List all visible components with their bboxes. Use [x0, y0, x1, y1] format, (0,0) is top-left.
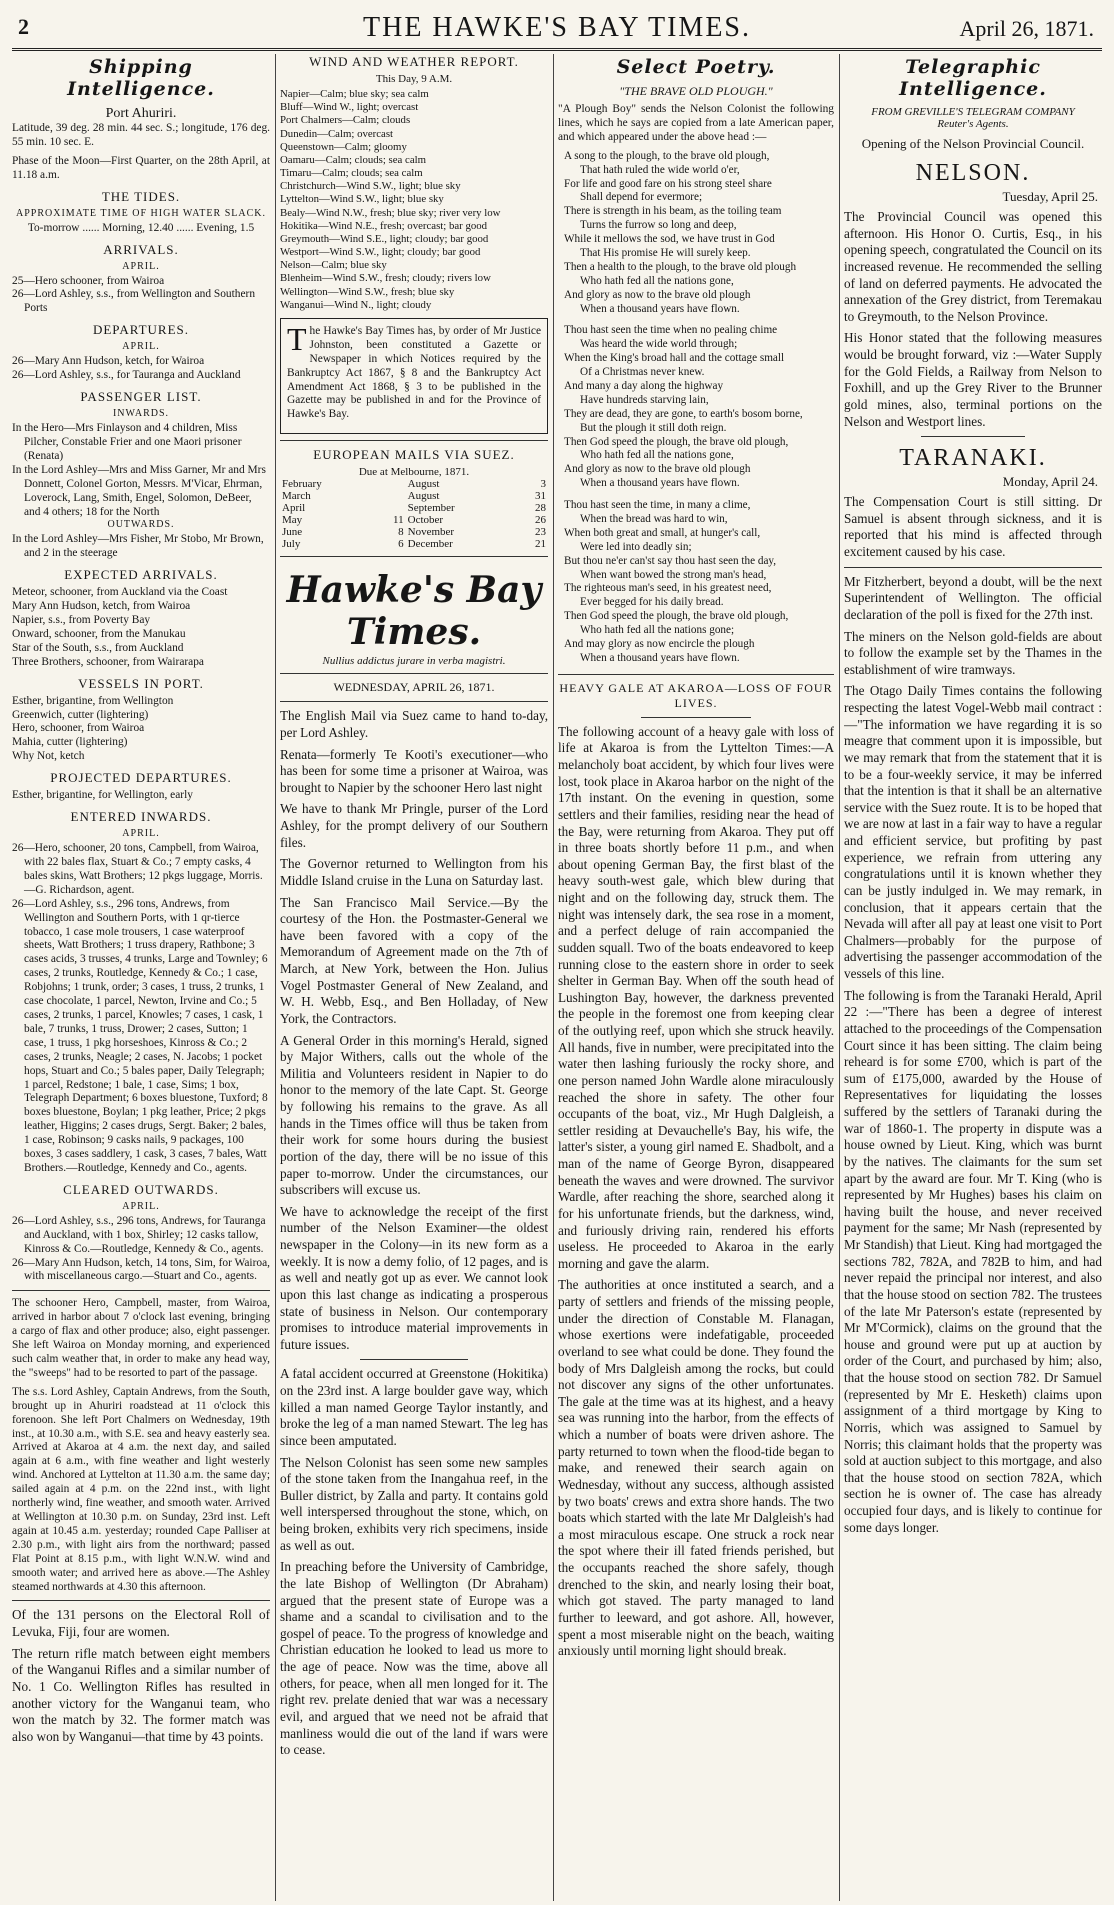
poem-line: Then a health to the plough, to the brave old plough	[564, 260, 797, 273]
list-item: 25—Hero schooner, from Wairoa	[12, 274, 165, 287]
editorial-paragraph: The San Francisco Mail Service.—By the courtesy of the Hon. the Postmaster-General we have been favored with a copy of the Memorandum of Agreement made on the 7th of March, at New York, between the Hon. Julius Vogel Postmaster General of New Zealand, and W. H. Webb, Esq., and Ben Holladay, of New York, the Contractors.	[280, 894, 548, 1026]
divider	[12, 1600, 270, 1601]
divider	[280, 673, 548, 674]
latlong: Latitude, 39 deg. 28 min. 44 sec. S.; longitude, 176 deg. 55 min. 10 sec. E.	[12, 122, 270, 148]
nelson-dateline: Tuesday, April 25.	[1002, 189, 1098, 204]
cleared-month: APRIL.	[122, 1200, 160, 1212]
column-divider	[839, 54, 840, 1901]
list-item: Hero, schooner, from Wairoa	[12, 722, 145, 735]
news-paragraph: The miners on the Nelson gold-fields are about to follow the example set by the Thames in the establishment of wire tramways.	[844, 628, 1102, 677]
weather-line: Blenheim—Wind S.W., fresh; cloudy; rivers low	[280, 272, 491, 285]
poem-line: When the bread was hard to win,	[580, 512, 728, 525]
divider	[844, 567, 1102, 568]
table-cell: August	[407, 478, 440, 491]
list-item: Why Not, ketch	[12, 750, 85, 763]
divider	[280, 556, 548, 557]
list-item: Star of the South, s.s., from Auckland	[12, 641, 184, 654]
table-cell	[374, 502, 405, 514]
opening-headline: Opening of the Nelson Provincial Council.	[861, 136, 1085, 151]
table-row	[280, 526, 548, 538]
weather-line: Wellington—Wind S.W., fresh; blue sky	[280, 285, 455, 298]
poem-line: Have hundreds starving lain,	[580, 393, 709, 406]
poem-title: "THE BRAVE OLD PLOUGH."	[619, 84, 773, 98]
table-cell: November	[407, 526, 455, 539]
list-item: Three Brothers, schooner, from Wairarapa	[12, 655, 204, 668]
table-cell: 23	[535, 526, 546, 539]
table-row	[280, 478, 548, 490]
weather-line: Nelson—Calm; blue sky	[280, 259, 387, 272]
list-item: In the Lord Ashley—Mrs and Miss Garner, Mr and Mrs Donnett, Colonel Gorton, Messrs. M'Vicar, Ehrman, Loverock, Lang, Smith, Engel, Solomon, DeBeer, and 4 others; 18 for the North	[12, 463, 266, 518]
poem-line: Thou hast seen the time, in many a clime,	[564, 499, 751, 512]
nameplate: Hawke's Bay Times.	[286, 569, 542, 654]
weather-subheading: This Day, 9 A.M.	[375, 73, 453, 85]
nelson-heading: NELSON.	[915, 160, 1031, 186]
weather-line: Bluff—Wind W., light; overcast	[280, 101, 419, 114]
weather-line: Bealy—Wind N.W., fresh; blue sky; river very low	[280, 206, 501, 219]
poem-line: For life and good fare on his strong steel share	[564, 177, 772, 190]
table-cell: 31	[535, 490, 546, 503]
editorial-paragraph: The English Mail via Suez came to hand to-day, per Lord Ashley.	[280, 708, 548, 740]
poem-line: Who hath fed all the nations gone,	[580, 274, 734, 287]
telegraphic-heading: Telegraphic Intelligence.	[899, 56, 1047, 100]
table-cell: 8	[398, 526, 404, 539]
telegram-agents: Reuter's Agents.	[937, 118, 1009, 130]
poem-line: That hath ruled the wide world o'er,	[580, 163, 740, 176]
poem-line: And may glory as now encircle the plough	[564, 638, 755, 650]
list-item: Mahia, cutter (lightering)	[12, 736, 128, 749]
list-item: 26—Hero, schooner, 20 tons, Campbell, from Wairoa, with 22 bales flax, Stuart & Co.; 7 empty casks, 4 bales skins, Watt Brothers; 12 pkgs luggage, Morris.—G. Richardson, agent.	[12, 842, 263, 896]
editorial-paragraph: In preaching before the University of Cambridge, the late Bishop of Wellington (Dr Abraham) argued that the present state of Europe was a shame and a scandal to civilisation and to the gospel of peace. To the progress of knowledge and Christian education he looked to lead us more to the age of peace. Now was the time, above all others, for peace, when all men longed for it. The right rev. prelate denied that war was a necessary evil, and argued that we need not be afraid that manliness would die out of the land if wars were to cease.	[280, 1559, 548, 1758]
port-name: Port Ahuriri.	[105, 106, 177, 121]
editorial-paragraph: The Nelson Colonist has seen some new samples of the stone taken from the Inangahua reef, in the Buller district, by Zalla and party. It contains gold well interspersed throughout the stone, which, on being broken, exhibits very rich specimens, inside as well as out.	[280, 1454, 548, 1553]
weather-line: Oamaru—Calm; clouds; sea calm	[280, 153, 427, 166]
poem-stanza	[564, 324, 834, 491]
passenger-list-heading: PASSENGER LIST.	[80, 389, 202, 405]
departures-month: APRIL.	[122, 341, 160, 353]
table-cell	[374, 478, 405, 490]
poem-line: Were led into deadly sin;	[580, 540, 692, 553]
list-item: Greenwich, cutter (lightering)	[12, 708, 149, 721]
list-item: 26—Mary Ann Hudson, ketch, for Wairoa	[12, 355, 205, 368]
divider	[360, 1359, 467, 1360]
poem-line: And glory as now to the brave old plough	[564, 288, 751, 301]
table-cell: February	[282, 478, 322, 491]
poem-line: Ever begged for his daily bread.	[580, 596, 724, 609]
list-item: Esther, brigantine, for Wellington, early	[12, 789, 193, 802]
editorial-paragraph: A fatal accident occurred at Greenstone (Hokitika) on the 23rd inst. A large boulder gave way, which killed a man named George Taylor instantly, and broke the leg of a man named Stewart. The leg has since been amputated.	[280, 1366, 548, 1448]
weather-line: Napier—Calm; blue sky; sea calm	[280, 88, 429, 100]
columns	[12, 54, 1102, 1901]
article-lord-ashley: The s.s. Lord Ashley, Captain Andrews, from the South, brought up in Ahuriri roadstead at 11 o'clock this forenoon. She left Port Chalmers on Wednesday, 19th inst., at 10.30 a.m., with S.E. sea and heavy easterly sea. Arrived at Akaroa at 4 a.m. the next day, and sailed again at 6 a.m., with fine weather and light westerly wind. Anchored at Lyttelton at 11.30 a.m. the same day; sailed again at 4 p.m. on the 22nd inst., with light northerly wind, fine weather, and smooth water. Arrived at Wellington at 10.30 p.m. on Sunday, 23rd inst. Left again at 10.45 a.m. yesterday; rounded Cape Palliser at 2.30 p.m., with light airs from the northward; passed Flat Point at 8.15 p.m., with light W.N.W. wind and smooth water; and arrived here as above.—The Ashley steamed northwards at 4.30 this afternoon.	[12, 1385, 270, 1593]
poem-line: When want bowed the strong man's head,	[580, 568, 767, 581]
table-cell: July	[282, 538, 301, 551]
list-item: Meteor, schooner, from Auckland via the Coast	[12, 586, 228, 599]
table-row	[280, 502, 548, 514]
weather-line: Timaru—Calm; clouds; sea calm	[280, 167, 423, 180]
table-row	[280, 538, 548, 550]
entered-month: APRIL.	[122, 828, 160, 840]
editorial-paragraph: A General Order in this morning's Herald, signed by Major Withers, calls out the whole of the Militia and Volunteers resident in Napier to do honor to the memory of the late Capt. St. George by following his remains to the grave. As all hands in the Times office will thus be taken from their work for some hours during the busiest portion of the day, there will be no issue of this paper to-morrow. Under the circumstances, our subscribers will excuse us.	[280, 1032, 548, 1198]
list-item: In the Hero—Mrs Finlayson and 4 children, Miss Pilcher, Constable Frier and one Maori prisoner (Renata)	[12, 422, 242, 462]
outwards-heading: OUTWARDS.	[107, 519, 175, 531]
divider	[641, 717, 751, 718]
taranaki-heading: TARANAKI.	[899, 445, 1047, 472]
article-hero: The schooner Hero, Campbell, master, from Wairoa, arrived in harbor about 7 o'clock last evening, bringing a cargo of flax and other produce; also, eight passenger. She left Wairoa on Monday morning, and experienced such calm weather that, in order to make any head way, the "sweeps" had to be resorted to part of the passage.	[12, 1297, 270, 1379]
moon-phase: Phase of the Moon—First Quarter, on the 28th April, at 11.18 a.m.	[12, 154, 270, 181]
poem-line: But the plough it still doth reign.	[580, 421, 727, 434]
list-item: In the Lord Ashley—Mrs Fisher, Mr Stobo, Mr Brown, and 2 in the steerage	[12, 533, 264, 560]
arrivals-month: APRIL.	[122, 260, 160, 272]
table-cell: March	[282, 490, 311, 503]
editorial-paragraph: Renata—formerly Te Kooti's executioner—who has been for some time a prisoner at Wairoa, was brought to Napier by the schooner Hero last night	[280, 746, 548, 795]
taranaki-paragraph: The Compensation Court is still sitting. Dr Samuel is absent through sickness, and it is reported that his mind is affected through excitement caused by his case.	[844, 494, 1102, 559]
projected-heading: PROJECTED DEPARTURES.	[50, 770, 232, 786]
table-cell: 6	[398, 538, 404, 551]
entered-heading: ENTERED INWARDS.	[70, 809, 212, 825]
table-cell: September	[407, 502, 455, 515]
editorial-paragraph: We have to thank Mr Pringle, purser of the Lord Ashley, for the prompt delivery of our Southern files.	[280, 801, 548, 850]
tides-heading: THE TIDES.	[101, 188, 181, 204]
table-row	[280, 514, 548, 526]
table-cell: August	[407, 490, 440, 503]
poem-stanza	[564, 499, 834, 666]
poem-line: Was heard the wide world through;	[580, 338, 738, 351]
poem-line: A song to the plough, to the brave old plough,	[564, 149, 770, 162]
table-cell: 21	[535, 538, 546, 551]
table-cell: October	[407, 514, 444, 527]
poem-line: Then God speed the plough, the brave old plough,	[564, 610, 789, 623]
tides-line: To-morrow ...... Morning, 12.40 ...... Evening, 1.5	[27, 221, 255, 234]
column-3	[558, 54, 834, 1901]
expected-heading: EXPECTED ARRIVALS.	[64, 567, 218, 583]
poem	[558, 150, 834, 666]
shipping-heading: Shipping Intelligence.	[67, 56, 215, 100]
edition-date: WEDNESDAY, APRIL 26, 1871.	[333, 680, 495, 695]
list-item: 26—Lord Ashley, s.s., 296 tons, Andrews, from Wellington and Southern Ports, with 1 qr-tierce tobacco, 1 case mole trousers, 1 case waterproof sheets, Watt Brothers; 1 truss drapery, Rathbone; 3 cases acids, 3 trusses, 4 trunks, Large and Townley; 6 cases, 2 trunks, Routledge, Kennedy & Co.; 1 case, Robjohns; 1 trunk, order; 3 cases, 1 truss, 2 trunks, 1 case chocolate, 1 parcel, Newton, Irvine and Co.; 5 cases, 2 trunks, 1 parcel, Knowles; 7 cases, 1 cask, 1 bale, 7 trunks, 1 truss, Drower; 2 cases, Sutton; 1 case, 1 truss, 1 pkg horseshoes, Kinross & Co.; 2 cases, 2 trunks, Neagle; 2 cases, N. Jacobs; 1 pocket hops, Stuart and Co.; 5 bales paper, Daily Telegraph; 1 parcel, Redstone; 1 bale, 1 case, Sims; 1 box, Telegraph Department; 6 boxes bluestone, Tuxford; 8 boxes bluestone, Boylan; 1 pkg leather, Price; 2 pkgs leather, Higgins; 2 cases drugs, Sergt. Baker; 2 bales, 1 case, Robinson; 9 casks nails, 9 packages, 100 boxes, 3 cases saddlery, 1 cask, 3 cases, 7 bales, Watt Brothers.—Routledge, Kennedy and Co., agents.	[12, 897, 268, 1174]
weather-line: Greymouth—Wind S.E., light; cloudy; bar good	[280, 232, 489, 245]
poem-line: There is strength in his beam, as the toiling team	[564, 205, 782, 218]
issue-date: April 26, 1871.	[959, 16, 1094, 41]
column-2	[280, 54, 548, 1901]
nelson-paragraph: The Provincial Council was opened this afternoon. His Honor O. Curtis, Esq., in his opening speech, congratulated the Council on its increased revenue. He recommended the selling of land on deferred payments. He advocated the annexation of the Grey district, from Teremakau to Greymouth, to the Nelson Province.	[844, 209, 1102, 324]
gale-heading: HEAVY GALE AT AKAROA—LOSS OF FOUR LIVES.	[559, 680, 833, 710]
weather-line: Wanganui—Wind N., light; cloudy	[280, 298, 432, 311]
table-cell: 28	[535, 502, 546, 515]
poem-line: They are dead, they are gone, to earth's bosom borne,	[564, 407, 803, 420]
nelson-paragraph: His Honor stated that the following measures would be brought forward, viz :—Water Supply for the Gold Fields, a Railway from Nelson to Foxhill, and up the Grey River to the Brunner gold mines, also, terminal portions on the Nelson and Westport lines.	[844, 330, 1102, 429]
vessels-heading: VESSELS IN PORT.	[78, 675, 204, 691]
list-item: Napier, s.s., from Poverty Bay	[12, 614, 151, 627]
weather-line: Dunedin—Calm; overcast	[280, 127, 394, 140]
table-row	[280, 490, 548, 502]
table-cell: 11	[393, 514, 404, 527]
arrivals-heading: ARRIVALS.	[103, 241, 179, 257]
weather-line: Port Chalmers—Calm; clouds	[280, 114, 411, 127]
weather-line: Westport—Wind S.W., light; cloudy; bar good	[280, 246, 481, 259]
editorial-paragraph: The Governor returned to Wellington from his Middle Island cruise in the Luna on Saturday last.	[280, 856, 548, 888]
poem-intro: "A Plough Boy" sends the Nelson Colonist the following lines, which he says are copied from a late American paper, and which appeared under the above head :—	[558, 103, 834, 143]
table-cell	[374, 490, 405, 502]
cleared-heading: CLEARED OUTWARDS.	[63, 1181, 219, 1197]
table-cell: June	[282, 526, 303, 539]
poem-line: When a thousand years have flown.	[580, 302, 740, 315]
poem-line: While it mellows the sod, we have trust in God	[564, 233, 775, 246]
divider	[12, 1290, 270, 1291]
column-divider	[275, 54, 276, 1901]
list-item: 26—Lord Ashley, s.s., from Wellington and Southern Ports	[12, 288, 256, 315]
weather-heading: WIND AND WEATHER REPORT.	[309, 54, 519, 69]
poem-line: And many a day along the highway	[564, 379, 724, 392]
gale-paragraph: The following account of a heavy gale with loss of life at Akaroa is from the Lyttelton Times:—A melancholy boat accident, by which four lives were lost, took place in Akaroa harbor on the night of the 17th instant. On the evening in question, some settlers and their families, residing near the head of the Bay, were returning from Akaroa. They put off in three boats shortly before 11 p.m., and when about opening German Bay, the first blast of the heavy south-west gale, which blew during that night and on the following day, struck them. The night was intensely dark, the sea rose in a moment, and a perfect deluge of rain accompanied the sudden squall. Two of the boats endeavored to keep running close to the eastern shore in order to seek shelter in German Bay. When off the south head of Lushington Bay, however, the darkness prevented the people in the foremost one from keeping clear of the outlying reef, upon which she struck heavily. All hands, five in number, were precipitated into the water then lashing furiously the rocky shore, and one person named John Wardle alone miraculously reached the shore in safety. The other four occupants of the boat, viz., Mr Hugh Dalgleish, a settler residing at Devauchelle's Bay, his wife, the latter's sister, a young girl named E. Shadbolt, and a man of the name of George Byron, disappeared beneath the waves and were drowned. The survivor Wardle, after reaching the shore, searched along it for his unfortunate friends, but the darkness, wind, and furiously driving rain, rendered his efforts useless. He proceeded to Akaroa in the early morning and gave the alarm.	[558, 723, 834, 1271]
motto: Nullius addictus jurare in verba magistri.	[322, 655, 506, 668]
table-cell: December	[407, 538, 453, 551]
poem-line: When the King's broad hall and the cottage small	[564, 352, 785, 365]
telegram-source: FROM GREVILLE'S TELEGRAM COMPANY	[871, 106, 1075, 118]
column-divider	[553, 54, 554, 1901]
poem-line: And glory as now to the brave old plough	[564, 463, 751, 476]
column-1	[12, 54, 270, 1901]
table-cell: May	[282, 514, 303, 527]
poem-line: When both great and small, at hunger's call,	[564, 526, 761, 539]
divider	[921, 436, 1024, 437]
taranaki-dateline: Monday, April 24.	[1002, 474, 1098, 490]
weather-line: Christchurch—Wind S.W., light; blue sky	[280, 180, 461, 193]
divider	[280, 440, 548, 441]
news-paragraph: Mr Fitzherbert, beyond a doubt, will be the next Superintendent of Wellington. The official declaration of the poll is fixed for the 27th inst.	[844, 573, 1102, 622]
gazette-notice	[280, 318, 548, 434]
mails-table	[280, 478, 548, 550]
weather-list	[280, 88, 548, 312]
table-cell: April	[282, 502, 306, 515]
list-item: Mary Ann Hudson, ketch, from Wairoa	[12, 600, 191, 613]
weather-line: Lyttelton—Wind S.W., light; blue sky	[280, 193, 444, 206]
poem-line: Of a Christmas never knew.	[580, 366, 705, 379]
poem-line: Thou hast seen the time when no pealing chime	[564, 324, 778, 337]
poem-line: Turns the furrow so long and deep,	[580, 219, 737, 232]
inwards-heading: INWARDS.	[112, 408, 170, 420]
poem-line: Shall depend for evermore;	[580, 191, 703, 204]
weather-line: Hokitika—Wind N.E., fresh; overcast; bar good	[280, 219, 488, 232]
mails-heading: EUROPEAN MAILS VIA SUEZ.	[313, 447, 515, 463]
tides-subheading: APPROXIMATE TIME OF HIGH WATER SLACK.	[16, 207, 266, 219]
list-item: Onward, schooner, from the Manukau	[12, 627, 186, 640]
list-item: 26—Mary Ann Hudson, ketch, 14 tons, Sim, for Wairoa, with miscellaneous cargo.—Stuart and Co., agents.	[12, 1256, 270, 1283]
mails-subheading: Due at Melbourne, 1871.	[358, 466, 470, 479]
list-item: 26—Lord Ashley, s.s., for Tauranga and Auckland	[12, 369, 241, 382]
poem-line: That His promise He will surely keep.	[580, 246, 751, 259]
gazette-notice-text: The Hawke's Bay Times has, by order of Mr Justice Johnston, been constituted a Gazette or Newspaper in which Notices required by the Bankruptcy Act 1867, § 8 and the Bankruptcy Act Amendment Act 1868, § 3 to be published in the Gazette may be published in and for the Province of Hawke's Bay.	[287, 320, 541, 421]
weather-line: Queenstown—Calm; gloomy	[280, 140, 407, 153]
gale-paragraph: The authorities at once instituted a search, and a party of settlers and friends of the missing people, under the direction of Constable M. Flanagan, whose exertions were indefatigable, proceeded overland to see what could be done. They found the body of Mrs Dalgleish among the rocks, but could not discover any signs of the other unfortunates. The gale at the time was at its highest, and a heavy sea was running into the harbor, from the effects of which a number of boats were driven ashore. The party returned to town when the flood-tide began to make, and renewed their search again on Wednesday, without any success, although assisted by two boats' crews and extra shore hands. The two boats which started with the late Mr Dalgleish's had a most miraculous escape. One struck a rock near the spot where their ill fated friends perished, but the occupants reached the shore safely, though drenched to the skin, and nearly losing their boat, which got staved. The party managed to land further to leeward, and got ashore. All, however, spent a most miserable night on the beach, waiting anxiously until morning light should break.	[558, 1277, 834, 1659]
news-paragraph: The following is from the Taranaki Herald, April 22 :—"There has been a degree of interest attached to the proceedings of the Compensation Court since it has been sitting. The claim being reheard is for some £700, which is part of the sum of £175,000, awarded by the House of Representatives for liquidating the losses suffered by the settlers of Taranaki during the war of 1860-1. The property in dispute was a house owned by Lieut. King, which was burnt by the natives. The claimants for the sum set apart by the award are four. Mr T. King (who is represented by Mr Hughes) bases his claim on having built the house, and never received payment for the same; Mr Nash (represented by Mr Standish) that Lieut. King had mortgaged the sections 782, 782A, and 782B to him, and had never repaid the principal nor interest, and also that the house stood on section 782. The trustees of the late Mr Paterson's estate (represented by Mr M'Cormick), claims on the ground that the house and ground were put up at auction by order of the Court, and purchased by him; also, that the house stood on section 782. Dr Samuel (represented by Mr E. Hesketh) claims upon assignment of a third mortgage by King to Norris, which was assigned to Samuel by Norris; this claimant holds that the property was sold at auction subject to this mortgage, and also that the house stood on section 782A, which section he is owner of. The case has already occupied four days, and is likely to continue for some days longer.	[844, 987, 1102, 1535]
list-item: Esther, brigantine, from Wellington	[12, 694, 174, 707]
list-item: 26—Lord Ashley, s.s., 296 tons, Andrews, for Tauranga and Auckland, with 1 box, Shirley; 12 casks tallow, Kinross & Co.—Routledge, Kennedy & Co., agents.	[12, 1214, 266, 1255]
poem-line: When a thousand years have flown.	[580, 477, 740, 490]
poem-line: Then God speed the plough, the brave old plough,	[564, 435, 789, 448]
table-cell: 26	[535, 514, 546, 527]
departures-heading: DEPARTURES.	[92, 322, 190, 338]
news-paragraph: The Otago Daily Times contains the following respecting the latest Vogel-Webb mail contract :—"The information we have regarding it is so meagre that comment upon it is impossible, but we may remark that from the statement that it is to be a four-weekly service, it may be inferred that the intention is that it shall be an alternative service with the Suez route. It is to be hoped that we are now at last in a fair way to have a regular and efficient service, but profiting by past experience, we refrain from uttering any congratulations until it is known whether they can be justly indulged in. We may remark, in conclusion, that it appears certain that the Nevada will after all pay at least one visit to Port Chalmers—probably for the purpose of advertising the passenger accommodation of the vessels of this line.	[844, 683, 1102, 981]
poem-line: But thou ne'er can'st say thou hast seen the day,	[564, 554, 777, 567]
editorial-paragraphs	[280, 708, 548, 1759]
page-number: 2	[18, 14, 29, 39]
newspaper-title: THE HAWKE'S BAY TIMES.	[363, 12, 751, 43]
poem-line: Who hath fed all the nations gone,	[580, 449, 734, 462]
divider	[558, 674, 834, 675]
poem-line: When a thousand years have flown.	[580, 651, 740, 664]
arrivals-list	[12, 275, 270, 317]
column-4	[844, 54, 1102, 1901]
masthead	[12, 8, 1102, 51]
poem-stanza	[564, 150, 834, 317]
poetry-heading: Select Poetry.	[616, 56, 776, 78]
poem-line: Who hath fed all the nations gone;	[580, 624, 735, 637]
divider	[280, 701, 548, 702]
article-levuka: Of the 131 persons on the Electoral Roll of Levuka, Fiji, four are women.	[12, 1607, 270, 1640]
editorial-paragraph: We have to acknowledge the receipt of the first number of the Nelson Examiner—the oldest newspaper in the Colony—in its new form as a weekly. It is now a demy folio, of 12 pages, and is as well and neatly got up as ever. We cannot look upon this last change as indicating a prosperous state of business in Nelson. Our contemporary promises to introduce material improvements in future issues.	[280, 1203, 548, 1352]
poem-line: The righteous man's seed, in his greatest need,	[564, 582, 772, 595]
article-rifle-match: The return rifle match between eight members of the Wanganui Rifles and a similar number of No. 1 Co. Wellington Rifles has resulted in another victory for the Wanganui team, who won the match by 32. The former match was also won by Wanganui—that time by 43 points.	[12, 1645, 270, 1744]
table-cell: 3	[540, 478, 546, 491]
